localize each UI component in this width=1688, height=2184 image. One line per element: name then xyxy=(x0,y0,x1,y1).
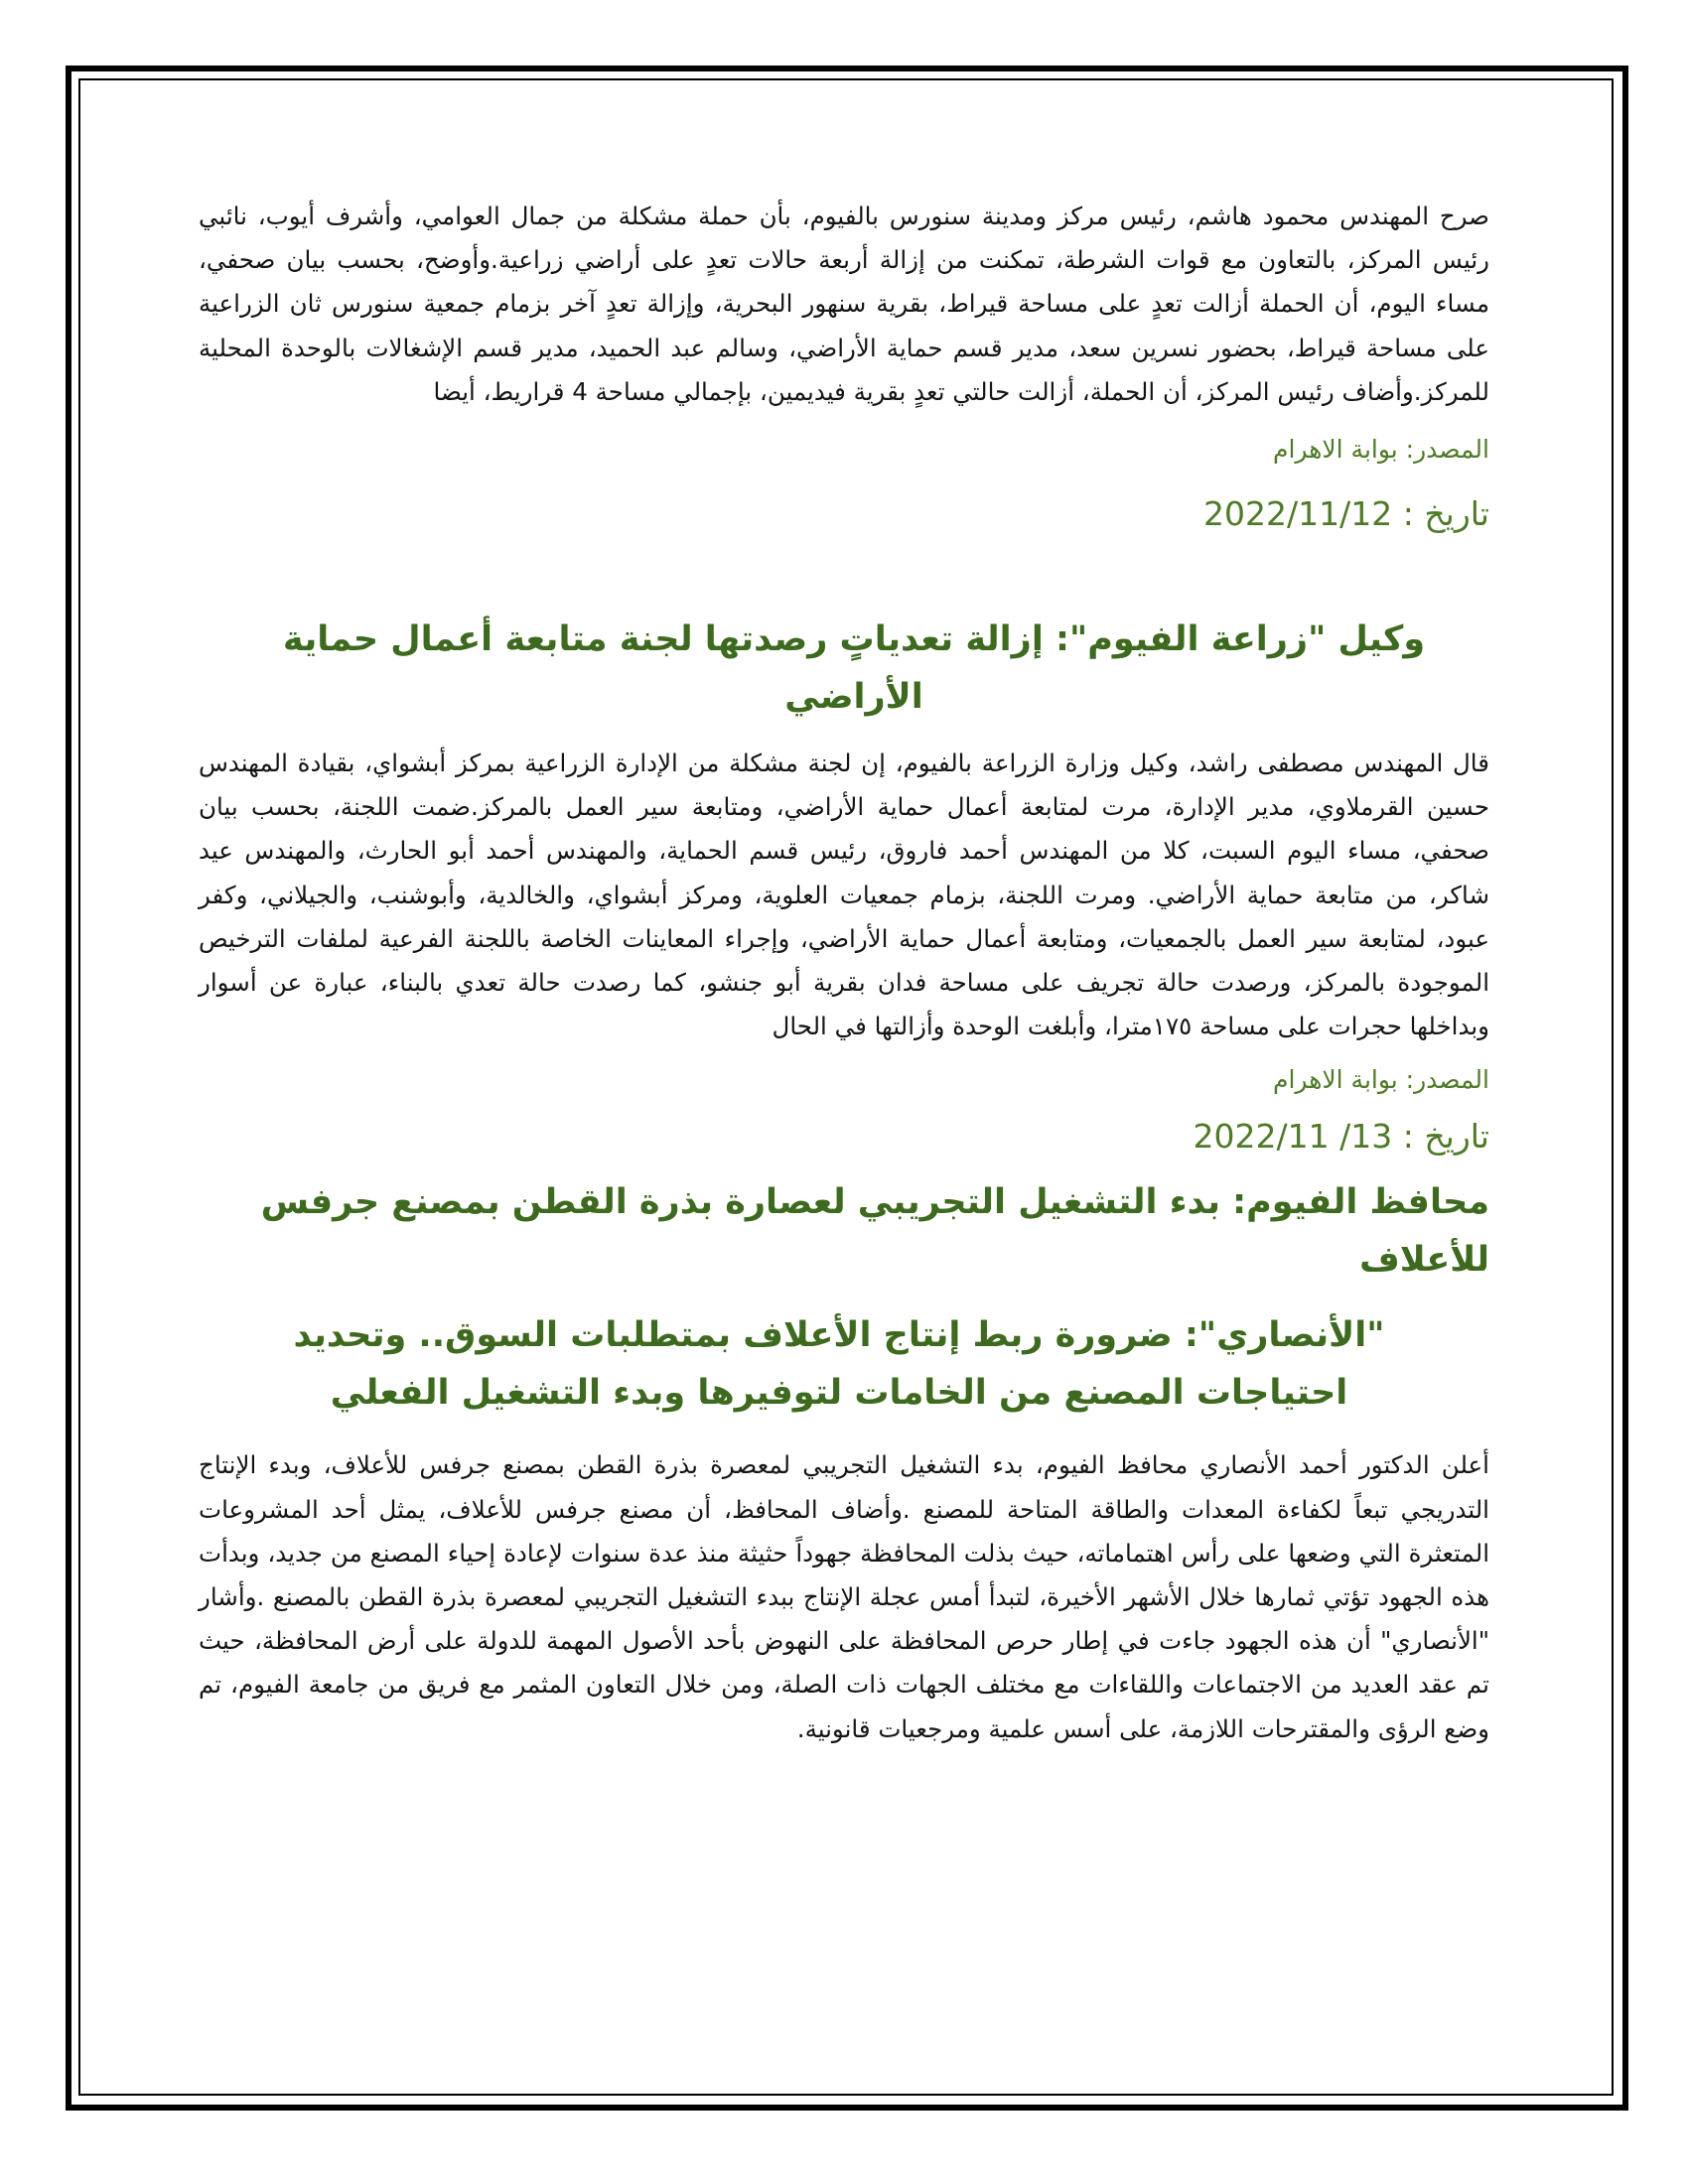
article-1-date xyxy=(199,489,1489,539)
article-3 xyxy=(199,1173,1489,1750)
article-2-source: المصدر: بوابة الاهرام xyxy=(1273,1065,1489,1095)
article-3-paragraph: أعلن الدكتور أحمد الأنصاري محافظ الفيوم، بدء التشغيل التجريبي لمعصرة بذرة القطن بمصنع جرفس للأعلاف، وبدء الإنتاج التدريجي تبعاً لكفاءة المعدات والطاقة المتاحة للمصنع .وأضاف المحافظ، أن مصنع جرفس للأعلاف، يمثل أحد المشروعات المتعثرة التي وضعها على رأس اهتماماته، حيث بذلت المحافظة جهوداً حثيثة منذ عدة سنوات لإعادة إحياء المصنع من جديد، وبدأت هذه الجهود تؤتي ثمارها خلال الأشهر الأخيرة، لتبدأ أمس عجلة الإنتاج ببدء التشغيل التجريبي لمعصرة بذرة القطن بالمصنع .وأشار "الأنصاري" أن هذه الجهود جاءت في إطار حرص المحافظة على النهوض بأحد الأصول المهمة للدولة على أرض المحافظة، حيث تم عقد العديد من الاجتماعات واللقاءات مع مختلف الجهات ذات الصلة، ومن خلال التعاون المثمر مع فريق من جامعة الفيوم، تم وضع الرؤى والمقترحات اللازمة، على أسس علمية ومرجعيات قانونية. xyxy=(199,1450,1489,1743)
article-1 xyxy=(199,195,1489,539)
article-2-date-label: تاريخ : xyxy=(1402,1117,1489,1157)
article-1-date-value: 2022/11/12 xyxy=(1203,494,1393,534)
document-body xyxy=(199,195,1489,1751)
article-2-title: وكيل "زراعة الفيوم": إزالة تعدياتٍ رصدتها لجنة متابعة أعمال حماية الأراضي xyxy=(282,619,1426,718)
article-3-subtitle: "الأنصاري": ضرورة ربط إنتاج الأعلاف بمتطلبات السوق.. وتحديد احتياجات المصنع من الخامات لتوفيرها وبدء التشغيل الفعلي xyxy=(293,1315,1385,1414)
article-2-date-value: 2022/11 /13 xyxy=(1193,1117,1393,1157)
article-1-paragraph: صرح المهندس محمود هاشم، رئيس مركز ومدينة سنورس بالفيوم، بأن حملة مشكلة من جمال العوامي، وأشرف أيوب، نائبي رئيس المركز، بالتعاون مع قوات الشرطة، تمكنت من إزالة أربعة حالات تعدٍ على أراضي زراعية.وأوضح، بحسب بيان صحفي، مساء اليوم، أن الحملة أزالت تعدٍ على مساحة قيراط، بقرية سنهور البحرية، وإزالة تعدٍ آخر بزمام جمعية سنورس ثان الزراعية على مساحة قيراط، بحضور نسرين سعد، مدير قسم حماية الأراضي، وسالم عبد الحميد، مدير قسم الإشغالات بالوحدة المحلية للمركز.وأضاف رئيس المركز، أن الحملة، أزالت حالتي تعدٍ بقرية فيديمين، بإجمالي مساحة 4 قراريط، أيضا xyxy=(199,202,1489,406)
article-2-paragraph: قال المهندس مصطفى راشد، وكيل وزارة الزراعة بالفيوم، إن لجنة مشكلة من الإدارة الزراعية بمركز أبشواي، بقيادة المهندس حسين القرملاوي، مدير الإدارة، مرت لمتابعة أعمال حماية الأراضي، ومتابعة سير العمل بالمركز.ضمت اللجنة، بحسب بيان صحفي، مساء اليوم السبت، كلا من المهندس أحمد فاروق، رئيس قسم الحماية، والمهندس أحمد أبو الحارث، والمهندس عيد شاكر، من متابعة حماية الأراضي. ومرت اللجنة، بزمام جمعيات العلوية، ومركز أبشواي، والخالدية، وأبوشنب، والجيلاني، وكفر عبود، لمتابعة سير العمل بالجمعيات، ومتابعة أعمال حماية الأراضي، وإجراء المعاينات الخاصة باللجنة الفرعية لملفات الترخيص الموجودة بالمركز، ورصدت حالة تجريف على مساحة فدان بقرية أبو جنشو، كما رصدت حالة تعدي بالبناء، عبارة عن أسوار وبداخلها حجرات على مساحة ١٧٥مترا، وأبلغت الوحدة وأزالتها في الحال xyxy=(199,749,1489,1041)
article-1-date-label: تاريخ : xyxy=(1402,494,1489,534)
article-2-date xyxy=(199,1112,1489,1161)
article-1-source: المصدر: بوابة الاهرام xyxy=(1273,435,1489,465)
article-3-title: محافظ الفيوم: بدء التشغيل التجريبي لعصارة بذرة القطن بمصنع جرفس للأعلاف xyxy=(260,1182,1489,1281)
article-2 xyxy=(199,611,1489,1161)
